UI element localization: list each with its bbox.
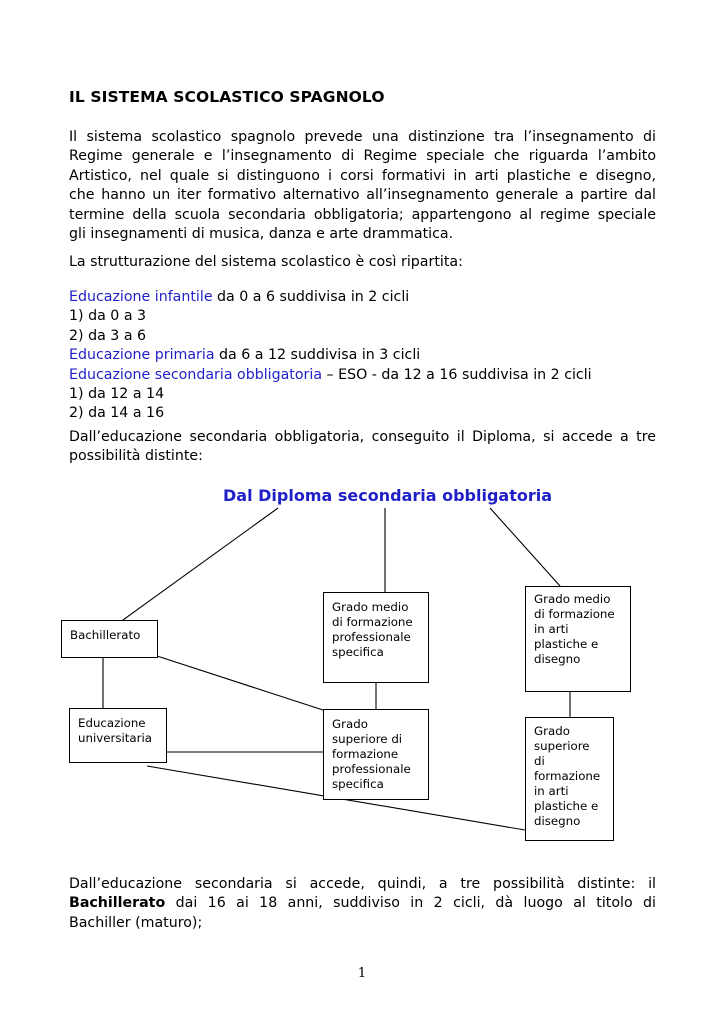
level-secondaria-cycle-1: 1) da 12 a 14 — [69, 386, 165, 403]
structure-intro-text: La strutturazione del sistema scolastico è così ripartita: — [69, 254, 463, 270]
connector-title-grado-medio-arti — [490, 508, 560, 586]
level-secondaria-name: Educazione secondaria obbligatoria — [69, 366, 323, 383]
box-grado-superiore-arti-line: Grado — [534, 724, 570, 738]
closing-bachillerato-bold: Bachillerato — [69, 895, 166, 912]
box-grado-medio-fp-line: specifica — [332, 645, 384, 659]
box-grado-medio-arti-line: di formazione — [534, 607, 615, 621]
box-bachillerato — [61, 620, 158, 658]
diagram-title: Dal Diploma secondaria obbligatoria — [223, 486, 553, 505]
intro-line: gli insegnamenti di musica, danza e arte drammatica. — [69, 226, 454, 243]
box-grado-medio-arti-line: disegno — [534, 652, 581, 666]
intro-line: Il sistema scolastico spagnolo prevede una distinzione tra l’insegnamento di — [69, 129, 656, 145]
box-grado-superiore-fp-line: specifica — [332, 777, 384, 791]
box-grado-superiore-arti-line: in arti — [534, 784, 569, 798]
box-universitaria-line: Educazione — [78, 716, 146, 730]
box-grado-superiore-arti-line: plastiche e — [534, 799, 599, 813]
level-secondaria-detail: – ESO - da 12 a 16 suddivisa in 2 cicli — [322, 366, 592, 383]
box-grado-superiore-arti — [525, 717, 614, 841]
box-bachillerato-line: Bachillerato — [70, 628, 141, 642]
closing-paragraph — [69, 875, 656, 933]
box-grado-superiore-fp — [323, 709, 429, 800]
box-grado-superiore-fp-line: superiore di — [332, 732, 403, 746]
box-grado-medio-arti-line: Grado medio — [534, 592, 611, 606]
level-primaria-detail: da 6 a 12 suddivisa in 3 cicli — [214, 347, 421, 364]
connector-title-bachillerato — [123, 508, 278, 620]
level-infantile-cycle-2: 2) da 3 a 6 — [69, 327, 147, 344]
page-number: 1 — [357, 966, 367, 981]
intro-line: Regime generale e l’insegnamento di Regime speciale che riguarda l’ambito — [69, 148, 656, 165]
intro-line: termine della scuola secondaria obbligatoria; appartengono al regime speciale — [69, 206, 656, 223]
diploma-line: possibilità distinte: — [69, 448, 203, 465]
level-infantile-detail: da 0 a 6 suddivisa in 2 cicli — [212, 289, 410, 305]
document-title: IL SISTEMA SCOLASTICO SPAGNOLO — [69, 88, 385, 106]
intro-line: Artistico, nel quale si distinguono i corsi formativi in arti plastiche e disegno, — [69, 167, 656, 184]
diploma-line: Dall’educazione secondaria obbligatoria, conseguito il Diploma, si accede a tre — [69, 429, 656, 445]
box-grado-superiore-arti-line: disegno — [534, 814, 581, 828]
box-grado-superiore-arti-line: formazione — [534, 769, 601, 783]
intro-line: che hanno un iter formativo alternativo all’insegnamento generale a partire dal — [69, 187, 656, 204]
closing-line2-rest: dai 16 ai 18 anni, suddiviso in 2 cicli, dà luogo al titolo di — [165, 895, 656, 912]
box-grado-superiore-fp-line: Grado — [332, 717, 368, 731]
closing-line — [69, 894, 656, 913]
box-grado-superiore-fp-line: professionale — [332, 762, 411, 776]
closing-line: Dall’educazione secondaria si accede, quindi, a tre possibilità distinte: il — [69, 876, 656, 892]
level-primaria-name: Educazione primaria — [69, 347, 215, 364]
connector-bachillerato-grado-superiore-fp — [157, 656, 323, 710]
level-secondaria-cycle-2: 2) da 14 a 16 — [69, 405, 165, 422]
level-infantile-name: Educazione infantile — [69, 289, 213, 305]
box-grado-superiore-arti-line: di — [534, 754, 545, 768]
box-grado-medio-fp — [323, 592, 429, 683]
box-grado-superiore-arti-line: superiore — [534, 739, 590, 753]
box-grado-medio-arti — [525, 586, 631, 692]
box-grado-medio-arti-line: plastiche e — [534, 637, 599, 651]
level-infantile-cycle-1: 1) da 0 a 3 — [69, 308, 147, 325]
box-educazione-universitaria — [69, 708, 167, 763]
closing-line: Bachiller (maturo); — [69, 914, 203, 931]
box-grado-superiore-fp-line: formazione — [332, 747, 399, 761]
box-grado-medio-fp-line: professionale — [332, 630, 411, 644]
box-grado-medio-fp-line: di formazione — [332, 615, 413, 629]
box-grado-medio-arti-line: in arti — [534, 622, 569, 636]
box-universitaria-line: universitaria — [78, 731, 152, 745]
box-grado-medio-fp-line: Grado medio — [332, 600, 409, 614]
